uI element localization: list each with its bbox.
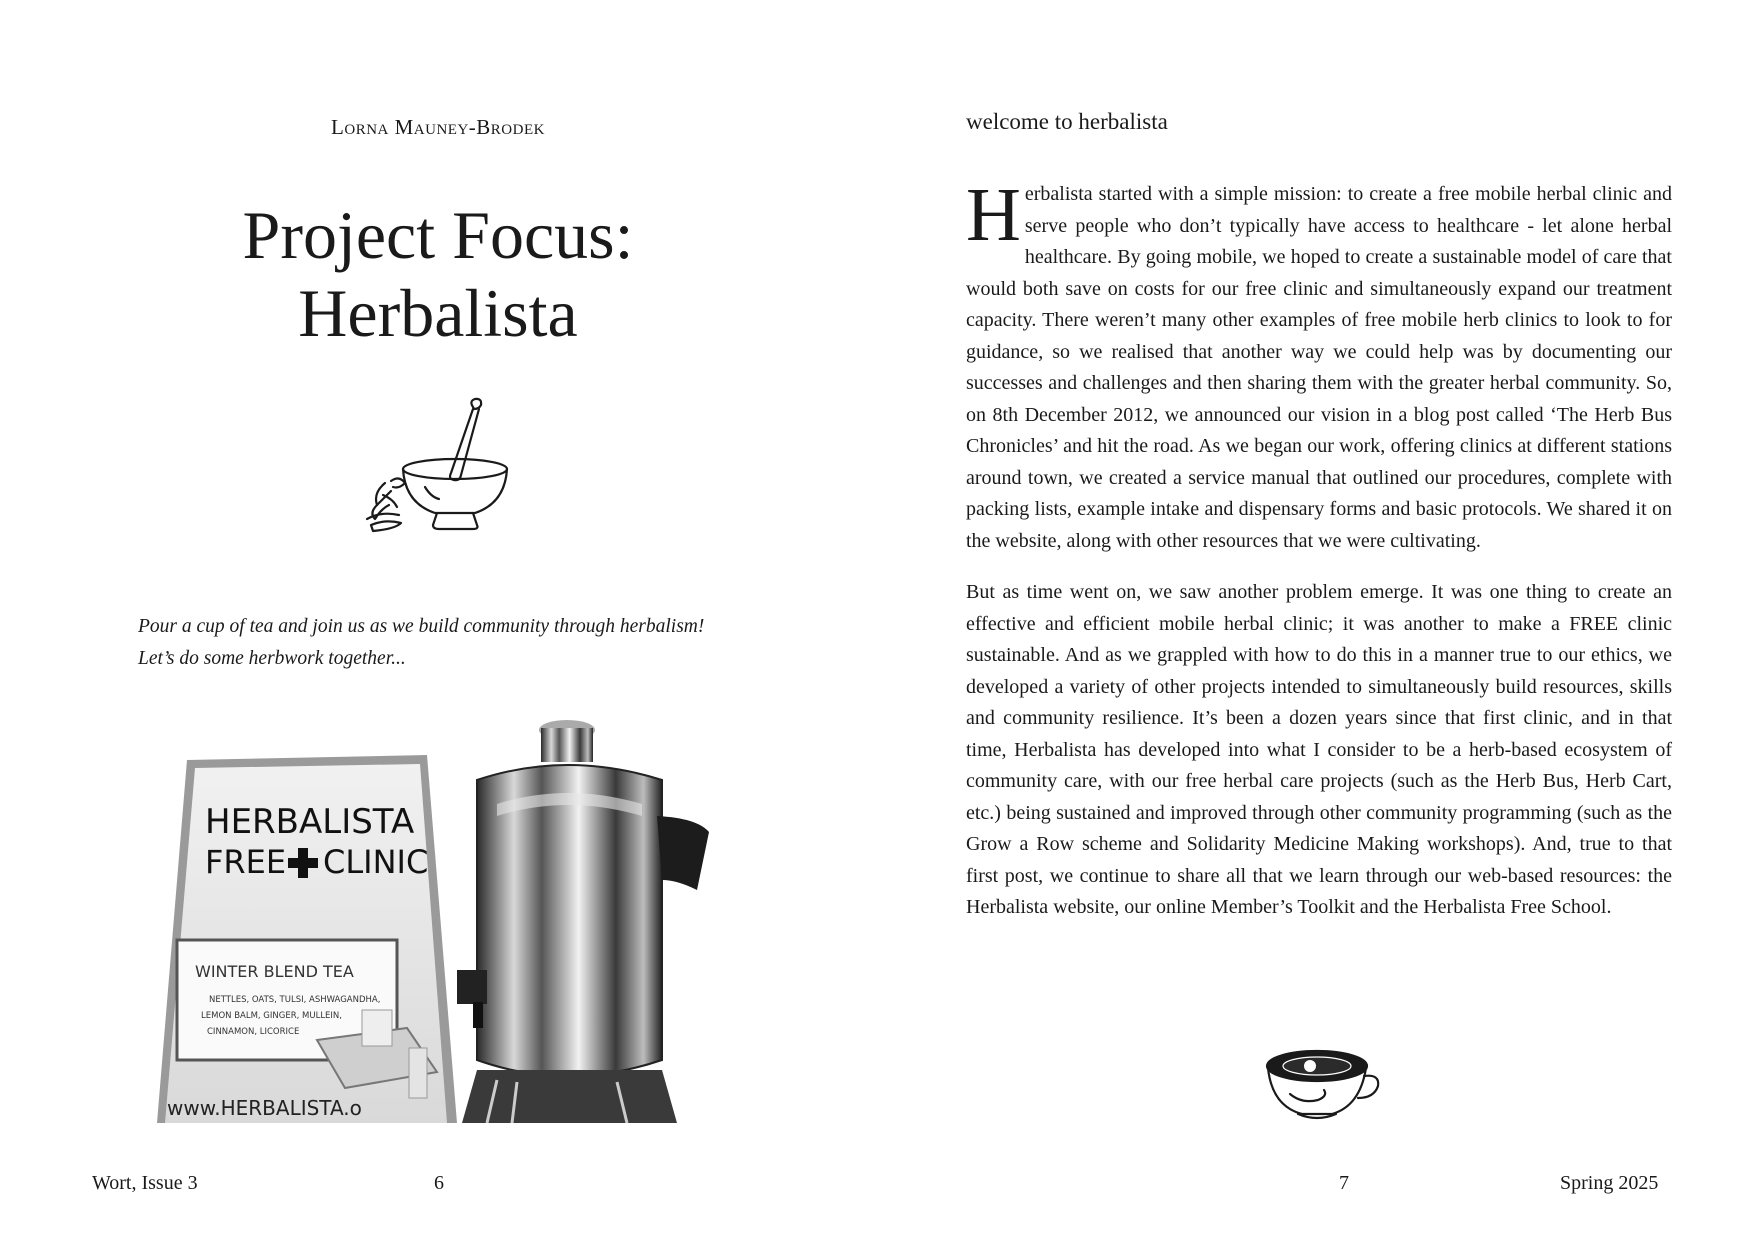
article-body xyxy=(966,173,1672,944)
author-byline: Lorna Mauney-Brodek xyxy=(331,115,545,139)
paragraph-2: But as time went on, we saw another problem emerge. It was one thing to create an effective and efficient mobile herbal clinic; it was another to make a FREE clinic sustainable. And as we grappled with how to do this in a manner true to our ethics, we developed a variety of other projects intended to simultaneously build resources, skills and community resilience. It’s been a dozen years since that first clinic, and in that time, Herbalista has developed into what I consider to be a herb-based ecosystem of community care, with our free herbal care projects (such as the Herb Bus, Herb Cart, etc.) being sustained and improved through other community programming (such as the Grow a Row scheme and Solidarity Medicine Making workshops). And, true to that first post, we continue to share all that we learn through our web-based resources: the Herbalista website, our online Member’s Toolkit and the Herbalista Free School. xyxy=(966,581,1672,918)
mortar-pestle-icon xyxy=(355,395,515,545)
card-line-1: NETTLES, OATS, TULSI, ASHWAGANDHA, xyxy=(209,995,381,1005)
sign-text-clinic: CLINIC xyxy=(323,843,429,881)
clinic-photo-illustration xyxy=(157,720,720,1123)
card-title: WINTER BLEND TEA xyxy=(195,962,354,981)
tagline-line-2: Let’s do some herbwork together... xyxy=(138,648,406,669)
section-heading: welcome to herbalista xyxy=(966,109,1168,134)
title-line-2: Herbalista xyxy=(298,275,578,351)
card-line-3: CINNAMON, LICORICE xyxy=(207,1027,300,1037)
card-line-2: LEMON BALM, GINGER, MULLEIN, xyxy=(201,1011,342,1021)
page-number-right: 7 xyxy=(1339,1172,1349,1194)
paragraph-1-text: erbalista started with a simple mission: to create a free mobile herbal clinic and serve people who don’t typically have access to healthcare - let alone herbal healthcare. By going mobile, we hoped to create a sustainable model of care that would both save on costs for our free clinic and simultaneously expand our treatment capacity. There weren’t many other examples of free mobile herb clinics to look to for guidance, so we realised that another way we could help was by documenting our successes and challenges and then sharing them with the greater herbal community. So, on 8th December 2012, we announced our vision in a blog post called ‘The Herb Bus Chronicles’ and hit the road. As we began our work, offering clinics at different stations around town, we created a service manual that outlined our procedures, complete with packing lists, example intake and dispensary forms and basic protocols. We shared it on the website, along with other resources that we were cultivating. xyxy=(966,183,1672,552)
teacup-icon xyxy=(1262,1044,1382,1124)
tagline-line-1: Pour a cup of tea and join us as we build community through herbalism! xyxy=(138,616,705,637)
footer-season: Spring 2025 xyxy=(1560,1172,1659,1194)
page-number-left: 6 xyxy=(434,1172,444,1194)
sign-text-free: FREE xyxy=(205,843,287,881)
footer-publication: Wort, Issue 3 xyxy=(92,1172,198,1194)
left-page xyxy=(0,0,876,1240)
tagline xyxy=(138,611,778,675)
sign-text-line-1: HERBALISTA xyxy=(205,802,415,842)
paragraph-1 xyxy=(966,173,1672,557)
clinic-photo xyxy=(157,720,720,1123)
title-line-1: Project Focus: xyxy=(242,197,634,273)
article-title xyxy=(0,196,876,352)
right-page xyxy=(876,0,1753,1240)
drop-cap: H xyxy=(966,173,1021,257)
sign-url: www.HERBALISTA.o xyxy=(167,1096,362,1120)
